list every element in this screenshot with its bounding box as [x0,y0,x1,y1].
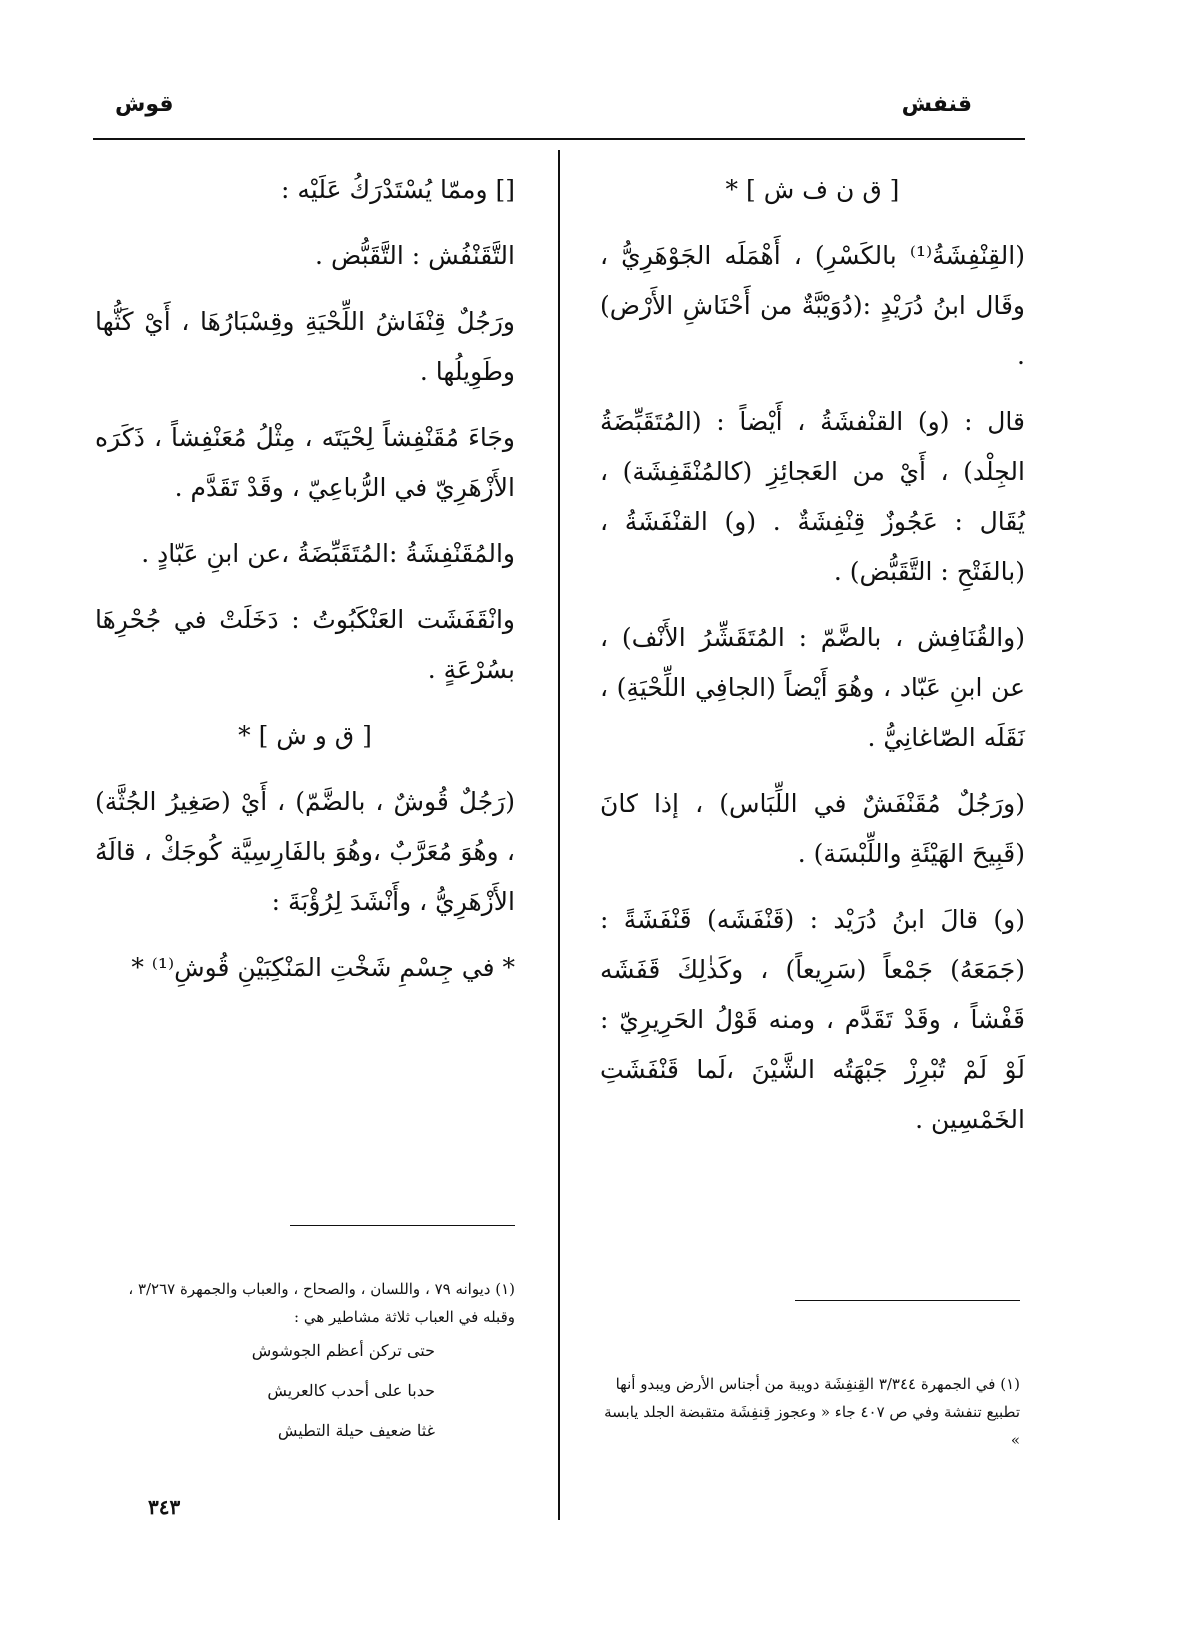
footnote-right [600,1370,1020,1454]
paragraph: (رَجُلٌ قُوشٌ ، بالضَّمّ) ، أَيْ (صَغِيرُ الجُثَّة) ، وهُوَ مُعَرَّبٌ ،وهُوَ بالفَارِسِيَّة كُوجَكْ ، قالَهُ الأَزْهَرِيُّ ، وأَنْشَدَ لِرُؤْبَةَ : [95,787,515,916]
paragraph: ورَجُلٌ قِنْفَاشُ اللِّحْيَةِ وقِسْبَارُهَا ، أَيْ كَثُّها وطَوِيلُها . [95,307,515,386]
footnote-verse: غثا ضعيف حيلة التطيش [277,1421,435,1440]
right-column [600,165,1025,1161]
footnote-left [95,1275,515,1451]
footnote-verse: حدبا على أحدب كالعريش [267,1381,435,1400]
left-column [95,165,515,1009]
paragraph: (و) قالَ ابنُ دُرَيْد : (قَنْفَشَه) قَنْفَشَةً : (جَمَعَهُ) جَمْعاً (سَرِيعاً) ، وكَذٰلِكَ قَفَشَه قَفْشاً ، وقَدْ تَقَدَّم ، ومنه قَوْلُ الحَرِيرِيّ : لَوْ لَمْ تُبْرِزْ جَبْهَتُه الشَّيْنَ ،لَما قَنْفَشَتِ الخَمْسِين . [600,905,1025,1134]
header-rule [93,138,1025,140]
paragraph: قال : (و) القنْفشَةُ ، أَيْضاً : (المُتَقَبِّضَةُ الجِلْد) ، أَيْ من العَجائِزِ (كالمُنْقَفِشَة) ، يُقَال : عَجُوزٌ قِنْفِشَةٌ . (و) القنْفَشَةُ ، (بالفَتْحِ : التَّقَبُّض) . [600,407,1025,586]
paragraph: وجَاءَ مُقَنْفِشاً لِحْيَتَه ، مِثْلُ مُعَنْفِشاً ، ذَكَرَه الأَزْهَرِيّ في الرُّباعِيّ ، وقَدْ تَقَدَّم . [95,423,515,502]
footnote-text: (١) ديوانه ٧٩ ، واللسان ، والصحاح ، والعباب والجمهرة ٣/٢٦٧ ، وقبله في العباب ثلاثة مشاطير هي : [128,1280,515,1326]
paragraph: (ورَجُلٌ مُقَنْفَشٌ في اللِّبَاس) ، إذا كانَ (قَبِيحَ الهَيْئَةِ واللِّبْسَة) . [600,789,1025,868]
footnote-verse: حتى تركن أعظم الجوشوش [251,1341,435,1360]
running-header-left: قوش [115,92,174,117]
paragraph: والمُقَنْفِشَةُ :المُتَقَبِّضَةُ ،عن ابنِ عَبّادٍ . [141,539,515,568]
addendum-heading: [] وممّا يُسْتَدْرَكُ عَلَيْه : [281,175,515,204]
entry-heading-qwsh: [ ق و ش ] * [238,721,372,750]
footnote-rule-left [290,1225,515,1226]
running-header-right: قنفش [901,92,972,117]
paragraph: (القِنْفِشَةُ⁽¹⁾ بالكَسْرِ) ، أَهْمَلَه الجَوْهَرِيُّ ، وقَال ابنُ دُرَيْدٍ :(دُوَيْبَّةٌ من أَحْنَاشِ الأَرْض) . [600,241,1025,370]
entry-heading-qnfsh: [ ق ن ف ش ] * [725,175,900,204]
column-divider [558,150,560,1520]
footnote-rule-right [795,1300,1020,1301]
paragraph: (والقُنَافِش ، بالضَّمّ : المُتَقَشِّرُ الأَنْف) ، عن ابنِ عَبّاد ، وهُوَ أَيْضاً (الجافِي اللِّحْيَةِ) ، نَقَلَه الصّاغانِيُّ . [600,623,1025,752]
page-number: ٣٤٣ [148,1495,181,1519]
verse-line: * في جِسْمِ شَخْتِ المَنْكِبَيْنِ قُوشِ⁽¹⁾ * [131,953,515,982]
footnote-text: (١) في الجمهرة ٣/٣٤٤ القِنفِشَة دويبة من أجناس الأرض ويبدو أنها تطبيع تنفشة وفي ص ٤٠٧ جاء « وعجوز قِنفِشَة متقبضة الجلد يابسة » [604,1375,1020,1449]
paragraph: وانْقَفَشَت العَنْكَبُوتُ : دَخَلَتْ في جُحْرِهَا بسُرْعَةٍ . [95,605,515,684]
paragraph: التَّقَنْفُش : التَّقَبُّض . [315,241,515,270]
